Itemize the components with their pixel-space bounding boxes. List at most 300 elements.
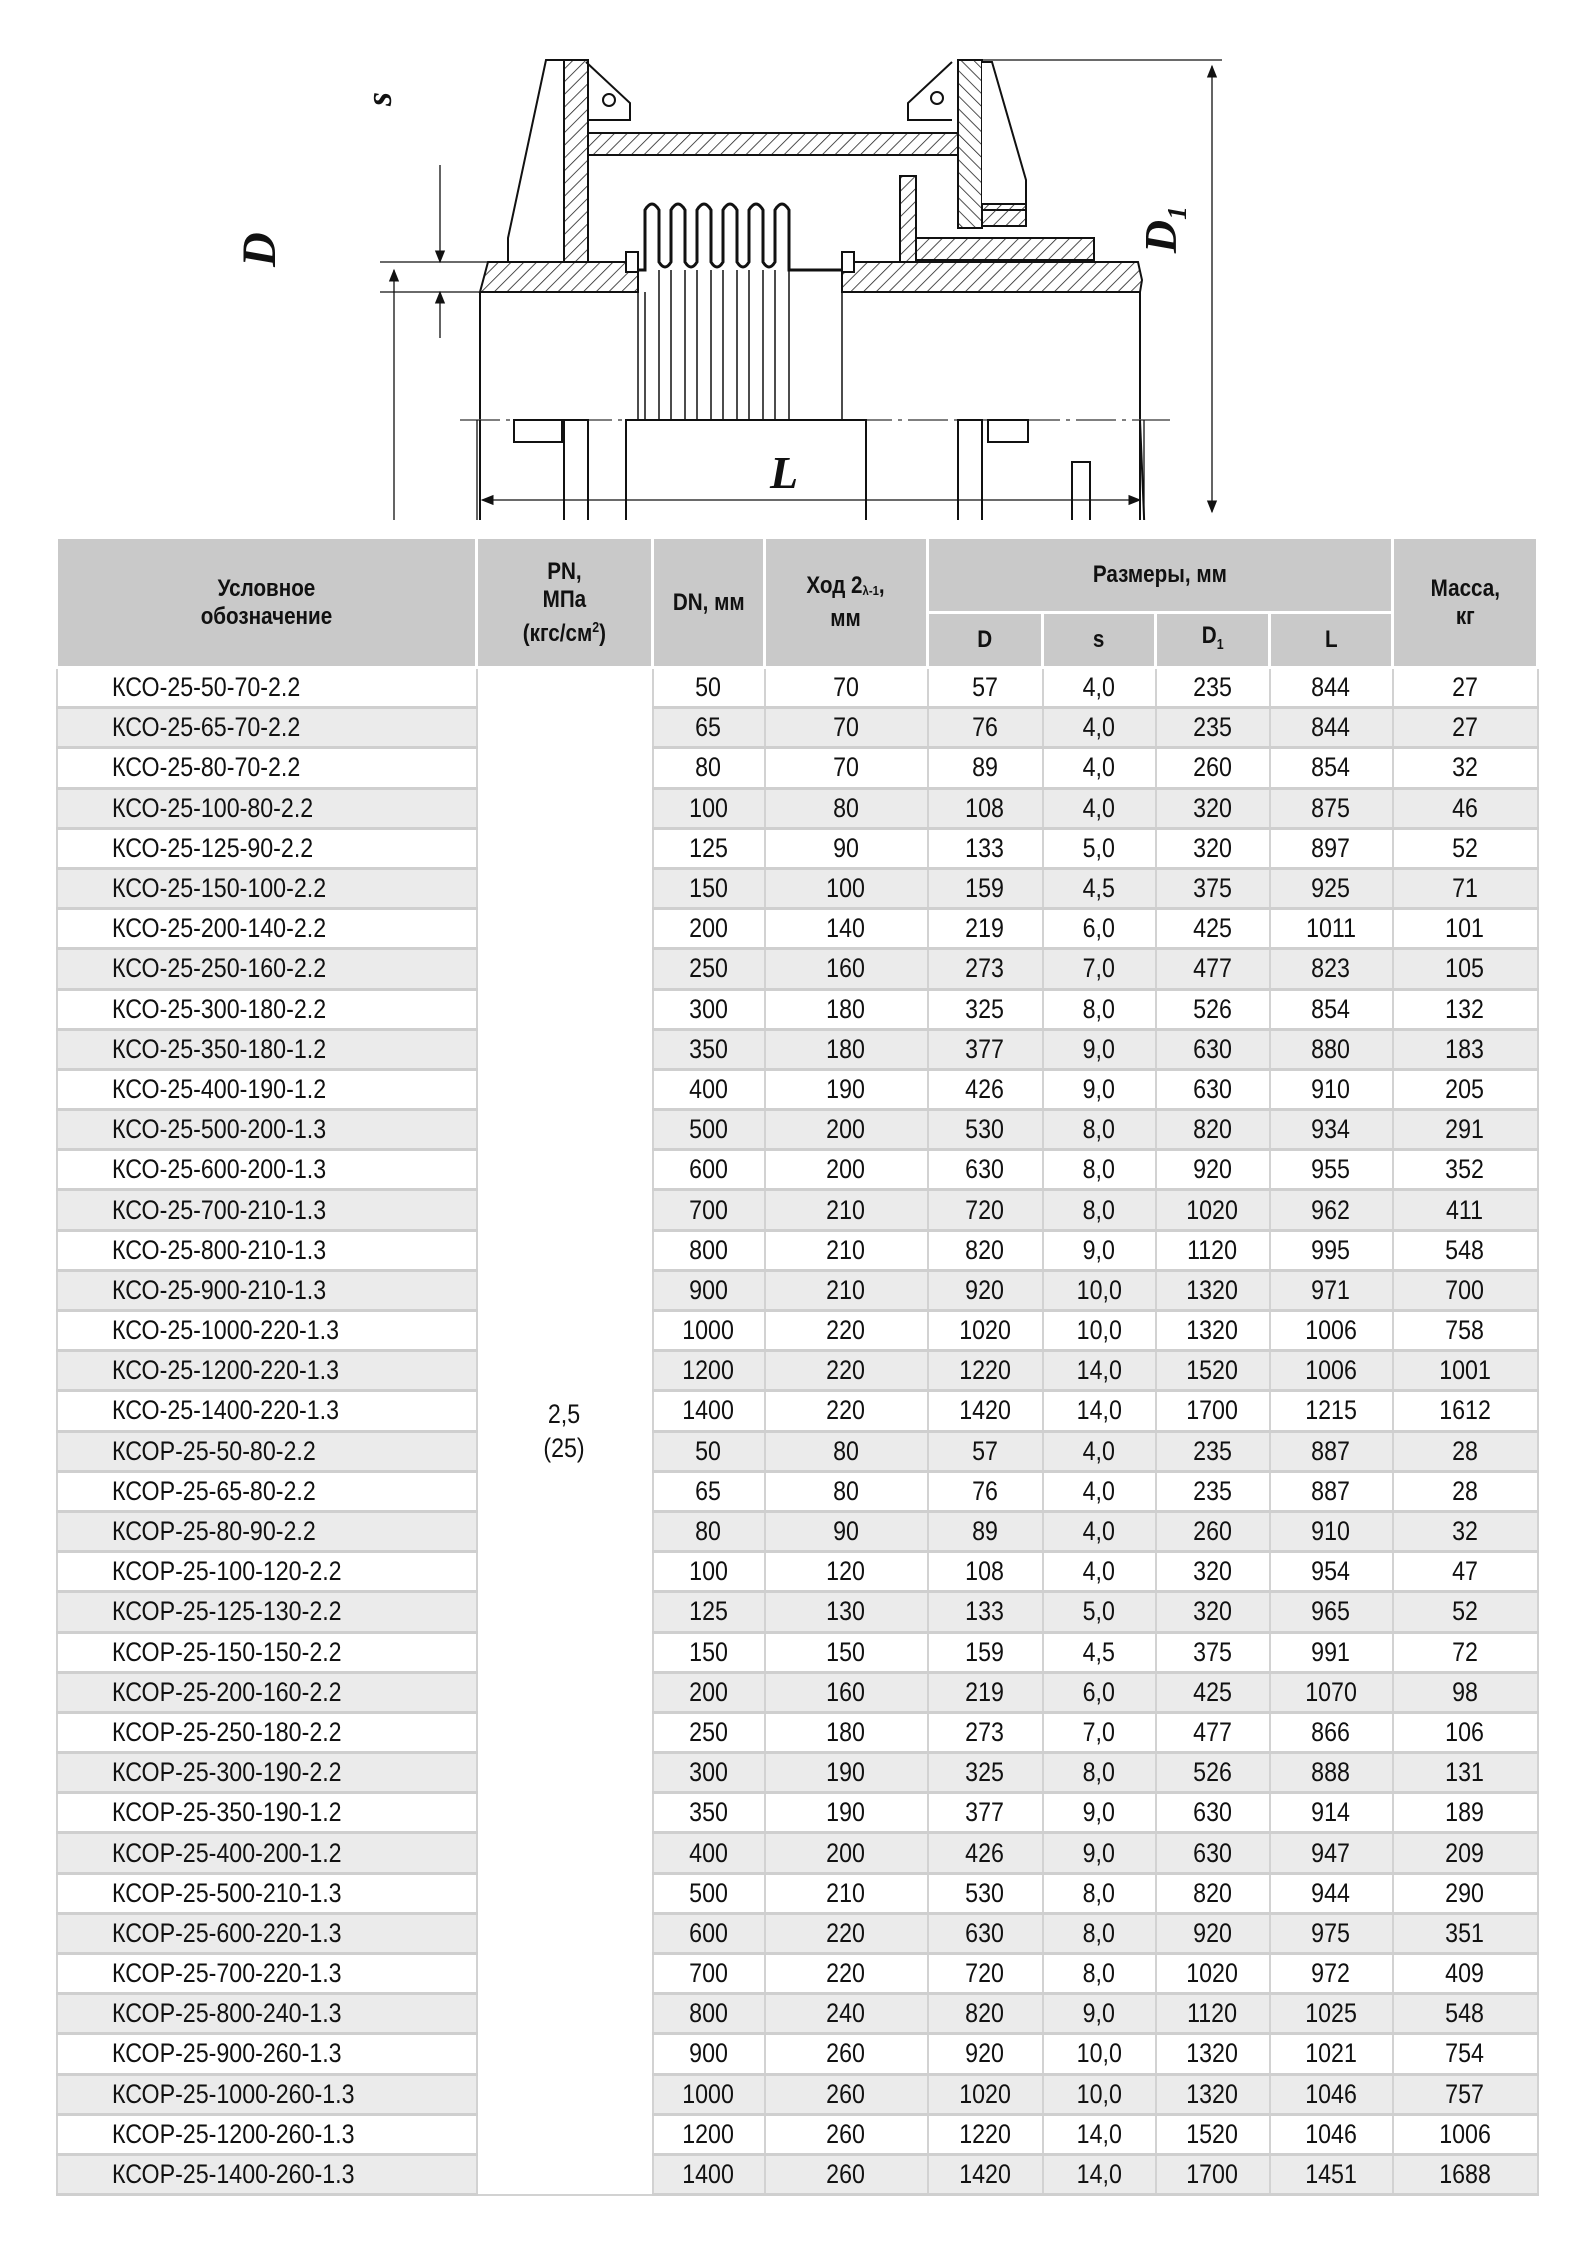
- table-row: [57, 1150, 1538, 1190]
- mass-value: 548: [1445, 1998, 1485, 2029]
- table-row: [57, 1471, 1538, 1511]
- stroke-value: 210: [826, 1274, 866, 1305]
- dn-value: 50: [695, 1435, 722, 1466]
- cell-mass: [1393, 668, 1538, 708]
- cell-d: [928, 1954, 1043, 1994]
- mass-value: 1612: [1439, 1395, 1491, 1426]
- d1-value: 1320: [1186, 1274, 1239, 1305]
- header-s: [1043, 613, 1156, 668]
- designation-text: КСО-25-1400-220-1.3: [111, 1395, 339, 1426]
- cell-stroke: [765, 788, 928, 828]
- cell-mass: [1393, 1873, 1538, 1913]
- cell-s: [1043, 1110, 1156, 1150]
- cell-l: [1270, 1069, 1393, 1109]
- header-s-label: s: [1093, 626, 1105, 653]
- table-row: [57, 1552, 1538, 1592]
- d-value: 530: [965, 1877, 1005, 1908]
- designation-text: КСОР-25-50-80-2.2: [111, 1435, 316, 1466]
- cell-d: [928, 1552, 1043, 1592]
- dn-value: 65: [695, 1475, 722, 1506]
- stroke-value: 70: [833, 672, 859, 703]
- d-value: 273: [965, 1716, 1005, 1747]
- cell-s: [1043, 2114, 1156, 2154]
- cell-d1: [1156, 1391, 1270, 1431]
- cell-s: [1043, 1391, 1156, 1431]
- cell-s: [1043, 949, 1156, 989]
- d-value: 530: [965, 1114, 1005, 1145]
- cover-plate: [588, 133, 958, 155]
- stroke-value: 70: [833, 712, 859, 743]
- cell-d: [928, 1391, 1043, 1431]
- stroke-value: 260: [826, 2078, 866, 2109]
- cell-stroke: [765, 1913, 928, 1953]
- cell-s: [1043, 2154, 1156, 2194]
- d-value: 377: [965, 1797, 1005, 1828]
- header-D: [928, 613, 1043, 668]
- table-row: [57, 1994, 1538, 2034]
- d1-value: 630: [1193, 1797, 1232, 1828]
- stroke-value: 190: [826, 1073, 866, 1104]
- dn-value: 350: [689, 1797, 728, 1828]
- cell-stroke: [765, 2074, 928, 2114]
- left-top-lug: [508, 60, 564, 262]
- d-value: 426: [965, 1837, 1005, 1868]
- cell-d: [928, 2074, 1043, 2114]
- cell-d: [928, 2154, 1043, 2194]
- designation-text: КСО-25-100-80-2.2: [111, 792, 313, 823]
- designation-text: КСОР-25-700-220-1.3: [111, 1958, 342, 1989]
- stroke-value: 220: [826, 1917, 866, 1948]
- stroke-value: 260: [826, 2038, 866, 2069]
- d-value: 1420: [959, 1395, 1011, 1426]
- designation-text: КСО-25-900-210-1.3: [111, 1274, 326, 1305]
- cell-designation: [57, 1552, 477, 1592]
- cell-mass: [1393, 1190, 1538, 1230]
- cell-designation: [57, 1632, 477, 1672]
- l-value: 910: [1311, 1073, 1351, 1104]
- cell-dn: [653, 1793, 765, 1833]
- cell-dn: [653, 1632, 765, 1672]
- l-value: 888: [1311, 1757, 1351, 1788]
- stroke-value: 200: [826, 1114, 866, 1145]
- cell-dn: [653, 868, 765, 908]
- s-value: 4,0: [1082, 1435, 1116, 1466]
- cell-d1: [1156, 1873, 1270, 1913]
- table-row: [57, 1069, 1538, 1109]
- d1-value: 1120: [1187, 1234, 1238, 1265]
- d-value: 76: [972, 1475, 998, 1506]
- cell-stroke: [765, 1311, 928, 1351]
- cell-designation: [57, 1793, 477, 1833]
- cell-designation: [57, 1954, 477, 1994]
- cell-mass: [1393, 1150, 1538, 1190]
- s-value: 4,5: [1082, 1636, 1116, 1667]
- cell-s: [1043, 1672, 1156, 1712]
- cell-l: [1270, 1913, 1393, 1953]
- cell-l: [1270, 1230, 1393, 1270]
- d1-value: 1020: [1186, 1958, 1239, 1989]
- cell-s: [1043, 1873, 1156, 1913]
- d1-value: 630: [1193, 1837, 1232, 1868]
- header-dn: [653, 538, 765, 668]
- header-stroke-sub: λ-1: [863, 583, 880, 598]
- header-dimensions: [928, 538, 1393, 613]
- d-value: 57: [972, 1435, 998, 1466]
- l-value: 1021: [1305, 2038, 1357, 2069]
- stroke-value: 220: [826, 1958, 866, 1989]
- stroke-value: 220: [826, 1355, 866, 1386]
- pipe-wall-left: [480, 262, 638, 292]
- cell-mass: [1393, 868, 1538, 908]
- dn-value: 125: [689, 1596, 728, 1627]
- designation-text: КСОР-25-80-90-2.2: [111, 1516, 316, 1547]
- cell-dn: [653, 1311, 765, 1351]
- dim-label-L: L: [770, 447, 799, 498]
- cell-mass: [1393, 949, 1538, 989]
- mass-value: 352: [1445, 1154, 1485, 1185]
- cell-s: [1043, 1592, 1156, 1632]
- l-value: 914: [1311, 1797, 1351, 1828]
- designation-text: КСОР-25-65-80-2.2: [111, 1475, 316, 1506]
- cell-d: [928, 1431, 1043, 1471]
- header-pn-line1: PN,: [547, 557, 582, 585]
- d-value: 630: [965, 1154, 1005, 1185]
- dn-value: 400: [689, 1837, 728, 1868]
- l-value: 991: [1311, 1636, 1351, 1667]
- cell-l: [1270, 748, 1393, 788]
- d-value: 1020: [959, 1315, 1011, 1346]
- mass-value: 1006: [1439, 2118, 1491, 2149]
- mass-value: 72: [1452, 1636, 1478, 1667]
- mass-value: 47: [1452, 1556, 1478, 1587]
- cell-mass: [1393, 1270, 1538, 1310]
- cell-l: [1270, 668, 1393, 708]
- stroke-value: 180: [826, 1716, 866, 1747]
- dn-value: 100: [689, 1556, 728, 1587]
- mass-value: 32: [1452, 1516, 1478, 1547]
- cell-s: [1043, 1552, 1156, 1592]
- header-row: [57, 538, 1538, 613]
- d-value: 219: [965, 913, 1005, 944]
- cell-designation: [57, 1230, 477, 1270]
- cell-stroke: [765, 949, 928, 989]
- d1-value: 260: [1193, 1516, 1232, 1547]
- dn-value: 200: [689, 913, 728, 944]
- cell-l: [1270, 1753, 1393, 1793]
- header-D1: [1156, 613, 1270, 668]
- table-row: [57, 1712, 1538, 1752]
- designation-text: КСО-25-150-100-2.2: [111, 873, 326, 904]
- table-row: [57, 708, 1538, 748]
- header-pn-line3-sup: 2: [592, 619, 600, 636]
- s-value: 9,0: [1082, 1033, 1116, 1064]
- cell-designation: [57, 1190, 477, 1230]
- cell-stroke: [765, 1150, 928, 1190]
- table-row: [57, 1833, 1538, 1873]
- d-value: 1220: [959, 2118, 1011, 2149]
- dim-label-s: s: [359, 91, 400, 107]
- cell-stroke: [765, 1351, 928, 1391]
- cell-dn: [653, 1391, 765, 1431]
- cell-d1: [1156, 1712, 1270, 1752]
- d-value: 720: [965, 1194, 1005, 1225]
- designation-text: КСОР-25-125-130-2.2: [111, 1596, 342, 1627]
- table-row: [57, 1913, 1538, 1953]
- cell-designation: [57, 868, 477, 908]
- stroke-value: 90: [833, 1516, 859, 1547]
- cell-d: [928, 1069, 1043, 1109]
- cell-d: [928, 989, 1043, 1029]
- cell-designation: [57, 1712, 477, 1752]
- l-value: 823: [1311, 953, 1351, 984]
- mass-value: 183: [1445, 1033, 1485, 1064]
- d-value: 159: [965, 1636, 1005, 1667]
- cell-s: [1043, 1069, 1156, 1109]
- cell-designation: [57, 788, 477, 828]
- cell-designation: [57, 1110, 477, 1150]
- cell-stroke: [765, 1029, 928, 1069]
- s-value: 8,0: [1082, 1917, 1116, 1948]
- cell-d: [928, 1471, 1043, 1511]
- cell-mass: [1393, 2074, 1538, 2114]
- mass-value: 351: [1445, 1917, 1485, 1948]
- cell-stroke: [765, 989, 928, 1029]
- stroke-value: 220: [826, 1395, 866, 1426]
- l-value: 1006: [1305, 1355, 1357, 1386]
- s-value: 14,0: [1076, 2159, 1122, 2190]
- table-row: [57, 1190, 1538, 1230]
- cell-mass: [1393, 1753, 1538, 1793]
- cell-d: [928, 1029, 1043, 1069]
- cell-designation: [57, 668, 477, 708]
- d-value: 630: [965, 1917, 1005, 1948]
- d1-value: 320: [1193, 832, 1232, 863]
- cell-s: [1043, 1994, 1156, 2034]
- cell-l: [1270, 2114, 1393, 2154]
- cell-d1: [1156, 1029, 1270, 1069]
- header-stroke: [765, 538, 928, 668]
- cell-dn: [653, 989, 765, 1029]
- cell-d1: [1156, 1230, 1270, 1270]
- cell-d1: [1156, 828, 1270, 868]
- d-value: 89: [972, 752, 998, 783]
- cell-d1: [1156, 1511, 1270, 1551]
- cell-designation: [57, 1311, 477, 1351]
- header-L-label: L: [1324, 626, 1338, 653]
- cell-designation: [57, 1029, 477, 1069]
- d1-value: 235: [1193, 1475, 1232, 1506]
- dn-value: 800: [689, 1234, 728, 1265]
- mass-value: 189: [1445, 1797, 1485, 1828]
- cell-designation: [57, 1270, 477, 1310]
- cell-d1: [1156, 668, 1270, 708]
- d1-value: 320: [1193, 1556, 1232, 1587]
- cell-mass: [1393, 708, 1538, 748]
- dn-value: 250: [689, 953, 728, 984]
- dn-value: 800: [689, 1998, 728, 2029]
- cell-d1: [1156, 1270, 1270, 1310]
- dn-value: 700: [689, 1958, 728, 1989]
- cell-d: [928, 1592, 1043, 1632]
- cell-l: [1270, 1954, 1393, 1994]
- cell-stroke: [765, 1511, 928, 1551]
- d1-value: 526: [1193, 1757, 1232, 1788]
- cell-d: [928, 1511, 1043, 1551]
- cell-l: [1270, 1994, 1393, 2034]
- mass-value: 28: [1452, 1435, 1478, 1466]
- cell-designation: [57, 989, 477, 1029]
- d1-value: 425: [1193, 1676, 1232, 1707]
- compensator-drawing: [232, 0, 1240, 520]
- header-designation: [57, 538, 477, 668]
- l-value: 1215: [1305, 1395, 1357, 1426]
- cell-l: [1270, 909, 1393, 949]
- cell-dn: [653, 748, 765, 788]
- cell-d: [928, 1833, 1043, 1873]
- cell-designation: [57, 1592, 477, 1632]
- l-value: 954: [1311, 1556, 1351, 1587]
- cell-designation: [57, 2114, 477, 2154]
- cell-stroke: [765, 1270, 928, 1310]
- table-row: [57, 2034, 1538, 2074]
- cell-mass: [1393, 1994, 1538, 2034]
- stroke-value: 120: [826, 1556, 866, 1587]
- cell-stroke: [765, 2154, 928, 2194]
- dn-value: 600: [689, 1154, 728, 1185]
- table-row: [57, 668, 1538, 708]
- cell-designation: [57, 2074, 477, 2114]
- s-value: 8,0: [1082, 1958, 1116, 1989]
- s-value: 4,0: [1082, 792, 1116, 823]
- d1-value: 1520: [1186, 1355, 1239, 1386]
- mass-value: 132: [1445, 993, 1485, 1024]
- cell-d1: [1156, 1632, 1270, 1672]
- d1-value: 320: [1193, 792, 1232, 823]
- mass-value: 52: [1452, 1596, 1478, 1627]
- s-value: 5,0: [1082, 832, 1116, 863]
- l-value: 975: [1311, 1917, 1351, 1948]
- cell-designation: [57, 1511, 477, 1551]
- cell-dn: [653, 1511, 765, 1551]
- cell-d1: [1156, 1431, 1270, 1471]
- cell-mass: [1393, 1913, 1538, 1953]
- cell-d1: [1156, 2114, 1270, 2154]
- cell-d1: [1156, 1190, 1270, 1230]
- mass-value: 548: [1445, 1234, 1485, 1265]
- s-value: 10,0: [1076, 1274, 1122, 1305]
- dn-value: 400: [689, 1073, 728, 1104]
- cell-l: [1270, 1552, 1393, 1592]
- stroke-value: 210: [826, 1194, 866, 1225]
- cell-l: [1270, 1351, 1393, 1391]
- dn-value: 700: [689, 1194, 728, 1225]
- cell-s: [1043, 1833, 1156, 1873]
- designation-text: КСО-25-50-70-2.2: [111, 672, 300, 703]
- cell-d: [928, 1150, 1043, 1190]
- cell-mass: [1393, 828, 1538, 868]
- cell-mass: [1393, 1592, 1538, 1632]
- cell-mass: [1393, 989, 1538, 1029]
- cell-d: [928, 1873, 1043, 1913]
- cell-d: [928, 1753, 1043, 1793]
- stroke-value: 190: [826, 1797, 866, 1828]
- cell-stroke: [765, 1873, 928, 1913]
- l-value: 875: [1311, 792, 1351, 823]
- cell-s: [1043, 1431, 1156, 1471]
- cell-mass: [1393, 748, 1538, 788]
- cell-stroke: [765, 828, 928, 868]
- header-dimensions-label: Размеры, мм: [1093, 561, 1227, 588]
- cell-dn: [653, 1994, 765, 2034]
- stroke-value: 80: [833, 792, 859, 823]
- l-value: 887: [1311, 1435, 1351, 1466]
- l-value: 844: [1311, 712, 1351, 743]
- d1-value: 425: [1193, 913, 1232, 944]
- cell-dn: [653, 2114, 765, 2154]
- cell-designation: [57, 1351, 477, 1391]
- cell-designation: [57, 909, 477, 949]
- header-mass-line1: Масса,: [1430, 574, 1500, 602]
- cell-s: [1043, 708, 1156, 748]
- d-value: 325: [965, 993, 1005, 1024]
- l-value: 1070: [1305, 1676, 1357, 1707]
- cell-stroke: [765, 1431, 928, 1471]
- table-row: [57, 1592, 1538, 1632]
- cell-l: [1270, 2154, 1393, 2194]
- l-value: 887: [1311, 1475, 1351, 1506]
- dn-value: 200: [689, 1676, 728, 1707]
- designation-text: КСО-25-125-90-2.2: [111, 832, 313, 863]
- mass-value: 1688: [1439, 2159, 1491, 2190]
- cell-designation: [57, 1431, 477, 1471]
- d1-value: 260: [1193, 752, 1232, 783]
- l-value: 880: [1311, 1033, 1351, 1064]
- header-designation-line1: Условное: [217, 574, 316, 602]
- designation-text: КСО-25-1000-220-1.3: [111, 1315, 339, 1346]
- dn-value: 1000: [682, 1315, 735, 1346]
- stroke-value: 80: [833, 1435, 859, 1466]
- stroke-value: 180: [826, 1033, 866, 1064]
- d-value: 325: [965, 1757, 1005, 1788]
- cell-d1: [1156, 1351, 1270, 1391]
- cell-designation: [57, 949, 477, 989]
- cell-designation: [57, 1471, 477, 1511]
- mass-value: 757: [1445, 2078, 1485, 2109]
- header-mass: [1393, 538, 1538, 668]
- bellows: [638, 204, 842, 270]
- left-flange: [564, 60, 588, 262]
- cell-l: [1270, 949, 1393, 989]
- cell-d1: [1156, 949, 1270, 989]
- cell-d1: [1156, 788, 1270, 828]
- mass-value: 1001: [1439, 1355, 1491, 1386]
- cell-stroke: [765, 1833, 928, 1873]
- header-D-label: D: [977, 626, 993, 653]
- designation-text: КСО-25-600-200-1.3: [111, 1154, 326, 1185]
- d-value: 108: [965, 792, 1005, 823]
- l-value: 854: [1311, 993, 1351, 1024]
- s-value: 8,0: [1082, 1114, 1116, 1145]
- mass-value: 290: [1445, 1877, 1485, 1908]
- s-value: 4,0: [1082, 1475, 1116, 1506]
- mass-value: 411: [1446, 1194, 1484, 1225]
- header-mass-line2: кг: [1455, 602, 1475, 630]
- cell-stroke: [765, 2114, 928, 2154]
- cell-d: [928, 1351, 1043, 1391]
- l-value: 962: [1311, 1194, 1351, 1225]
- s-value: 10,0: [1076, 2078, 1122, 2109]
- d-value: 720: [965, 1958, 1005, 1989]
